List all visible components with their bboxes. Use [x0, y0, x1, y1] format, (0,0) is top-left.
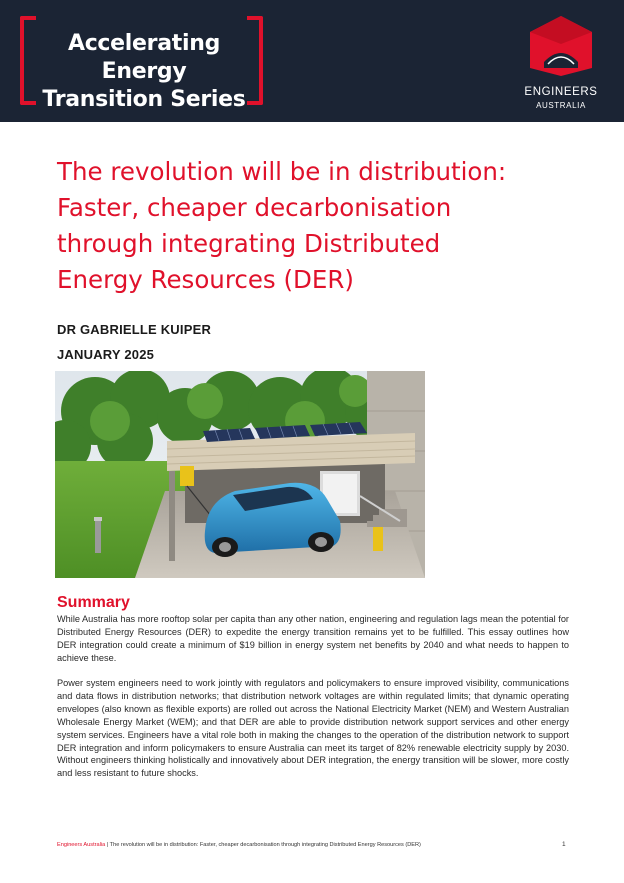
series-title-line2: Transition Series — [42, 87, 246, 112]
title-line-4: Energy Resources (DER) — [57, 265, 354, 294]
logo-subname: AUSTRALIA — [536, 101, 586, 110]
footer-text: The revolution will be in distribution: Faster, cheaper decarbonisation through integrating Distributed Energy Resources (DER) — [109, 842, 421, 848]
footer-brand: Engineers Australia — [57, 842, 106, 848]
title-line-3: through integrating Distributed — [57, 229, 441, 258]
title-line-2: Faster, cheaper decarbonisation — [57, 193, 452, 222]
summary-paragraph-1: While Australia has more rooftop solar per capita than any other nation, engineering and regulation lags mean the potential for Distributed Energy Resources (DER) to expedite the energy transition remains yet to be fulfilled. This essay outlines how DER integration could create a minimum of $19 billion in energy system net benefits by 2040 and what needs to happen to achieve these. — [57, 614, 569, 663]
engineers-australia-logo — [516, 14, 606, 114]
footer-separator: | — [105, 842, 110, 848]
logo-shield-icon — [526, 14, 596, 78]
series-title-line1: Accelerating Energy — [67, 31, 221, 84]
page-number: 1 — [562, 841, 566, 848]
publication-date: JANUARY 2025 — [57, 347, 155, 362]
series-title — [24, 30, 264, 114]
header-banner — [0, 0, 624, 122]
summary-paragraph-2: Power system engineers need to work jointly with regulators and policymakers to ensure improved visibility, communications and data flows in distribution networks; that distribution network voltages are within regulated limits; that dynamic operating envelopes (also known as flexible exports) are rolled out across the National Electricity Market (NEM) and Western Australian Wholesale Energy Market (WEM); and that DER are able to provide distribution network support services and other energy system services. Engineers have a vital role both in making the changes to the operation of the distribution network to support DER integration and inform policymakers to ensure Australia can meet its target of 82% renewable electricity supply by 2030. Without engineers thinking holistically and innovatively about DER integration, the energy transition will be slower, more costly and less resistant to future shocks. — [57, 678, 569, 779]
summary-heading: Summary — [57, 594, 130, 611]
document-title — [57, 154, 577, 298]
carport-solar-illustration — [55, 371, 425, 578]
logo-name: ENGINEERS — [524, 86, 598, 98]
page-footer — [57, 842, 421, 848]
title-line-1: The revolution will be in distribution: — [57, 157, 507, 186]
author: DR GABRIELLE KUIPER — [57, 322, 212, 337]
